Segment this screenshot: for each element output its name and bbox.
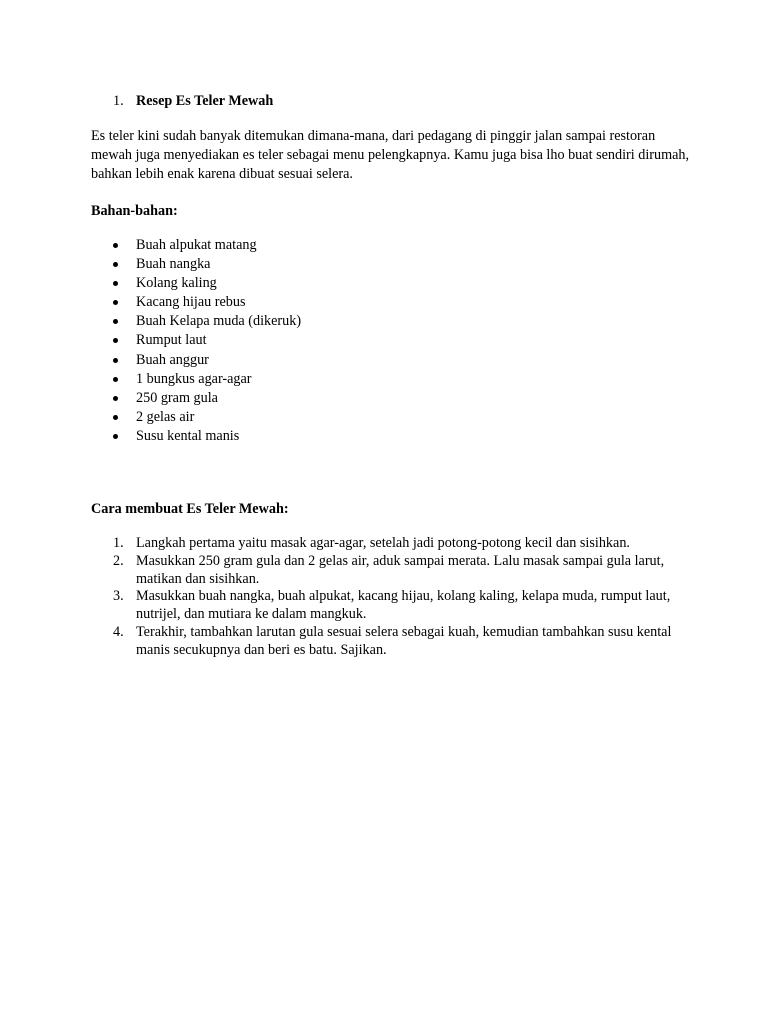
ingredient-item [91, 331, 651, 350]
ingredient-label: Kolang kaling [136, 275, 217, 292]
bullet-icon [113, 300, 118, 305]
step-item [91, 624, 691, 660]
ingredient-label: Rumput laut [136, 332, 207, 349]
step-item [91, 588, 691, 624]
step-number: 4. [113, 623, 124, 640]
step-text: Masukkan 250 gram gula dan 2 gelas air, aduk sampai merata. Lalu masak sampai gula larut, matikan dan sisihkan. [136, 552, 665, 587]
ingredient-item [91, 274, 651, 293]
ingredient-label: Buah nangka [136, 256, 211, 273]
ingredient-label: Buah anggur [136, 351, 209, 368]
ingredients-list [91, 236, 651, 446]
heading-number: 1. [113, 93, 124, 109]
intro-paragraph: Es teler kini sudah banyak ditemukan dimana-mana, dari pedagang di pinggir jalan sampai restoran mewah juga menyediakan es teler sebagai menu pelengkapnya. Kamu juga bisa lho buat sendiri dirumah, bahkan lebih enak karena dibuat sesuai selera. [91, 128, 690, 182]
bullet-icon [113, 281, 118, 286]
bullet-icon [113, 319, 118, 324]
ingredient-item [91, 312, 651, 331]
steps-list [91, 535, 691, 660]
step-item [91, 553, 691, 589]
step-number: 3. [113, 588, 124, 605]
recipe-heading [91, 92, 691, 111]
ingredient-label: 2 gelas air [136, 408, 195, 425]
step-number: 2. [113, 552, 124, 569]
step-item [91, 535, 691, 553]
bullet-icon [113, 262, 118, 267]
step-text: Langkah pertama yaitu masak agar-agar, setelah jadi potong-potong kecil dan sisihkan. [136, 535, 630, 551]
ingredient-item [91, 427, 651, 446]
ingredient-label: Buah alpukat matang [136, 237, 257, 253]
bullet-icon [113, 434, 118, 439]
ingredient-item [91, 351, 651, 370]
ingredient-label: Susu kental manis [136, 427, 240, 444]
ingredients-heading: Bahan-bahan: [91, 203, 178, 219]
bullet-icon [113, 338, 118, 343]
ingredient-item [91, 255, 651, 274]
step-text: Masukkan buah nangka, buah alpukat, kacang hijau, kolang kaling, kelapa muda, rumput laut, nutrijel, dan mutiara ke dalam mangkuk. [136, 588, 671, 623]
bullet-icon [113, 243, 118, 248]
steps-heading: Cara membuat Es Teler Mewah: [91, 501, 289, 517]
ingredient-item [91, 370, 651, 389]
recipe-title: Resep Es Teler Mewah [136, 93, 274, 109]
ingredient-item [91, 389, 651, 408]
ingredient-label: Buah Kelapa muda (dikeruk) [136, 313, 302, 330]
bullet-icon [113, 377, 118, 382]
step-text: Terakhir, tambahkan larutan gula sesuai selera sebagai kuah, kemudian tambahkan susu kental manis secukupnya dan beri es batu. Sajikan. [136, 623, 672, 658]
ingredient-item [91, 408, 651, 427]
bullet-icon [113, 358, 118, 363]
ingredient-label: 1 bungkus agar-agar [136, 370, 252, 387]
ingredient-item [91, 236, 651, 255]
ingredient-label: 250 gram gula [136, 389, 218, 406]
ingredient-item [91, 293, 651, 312]
ingredient-label: Kacang hijau rebus [136, 294, 246, 311]
bullet-icon [113, 415, 118, 420]
bullet-icon [113, 396, 118, 401]
step-number: 1. [113, 535, 124, 551]
